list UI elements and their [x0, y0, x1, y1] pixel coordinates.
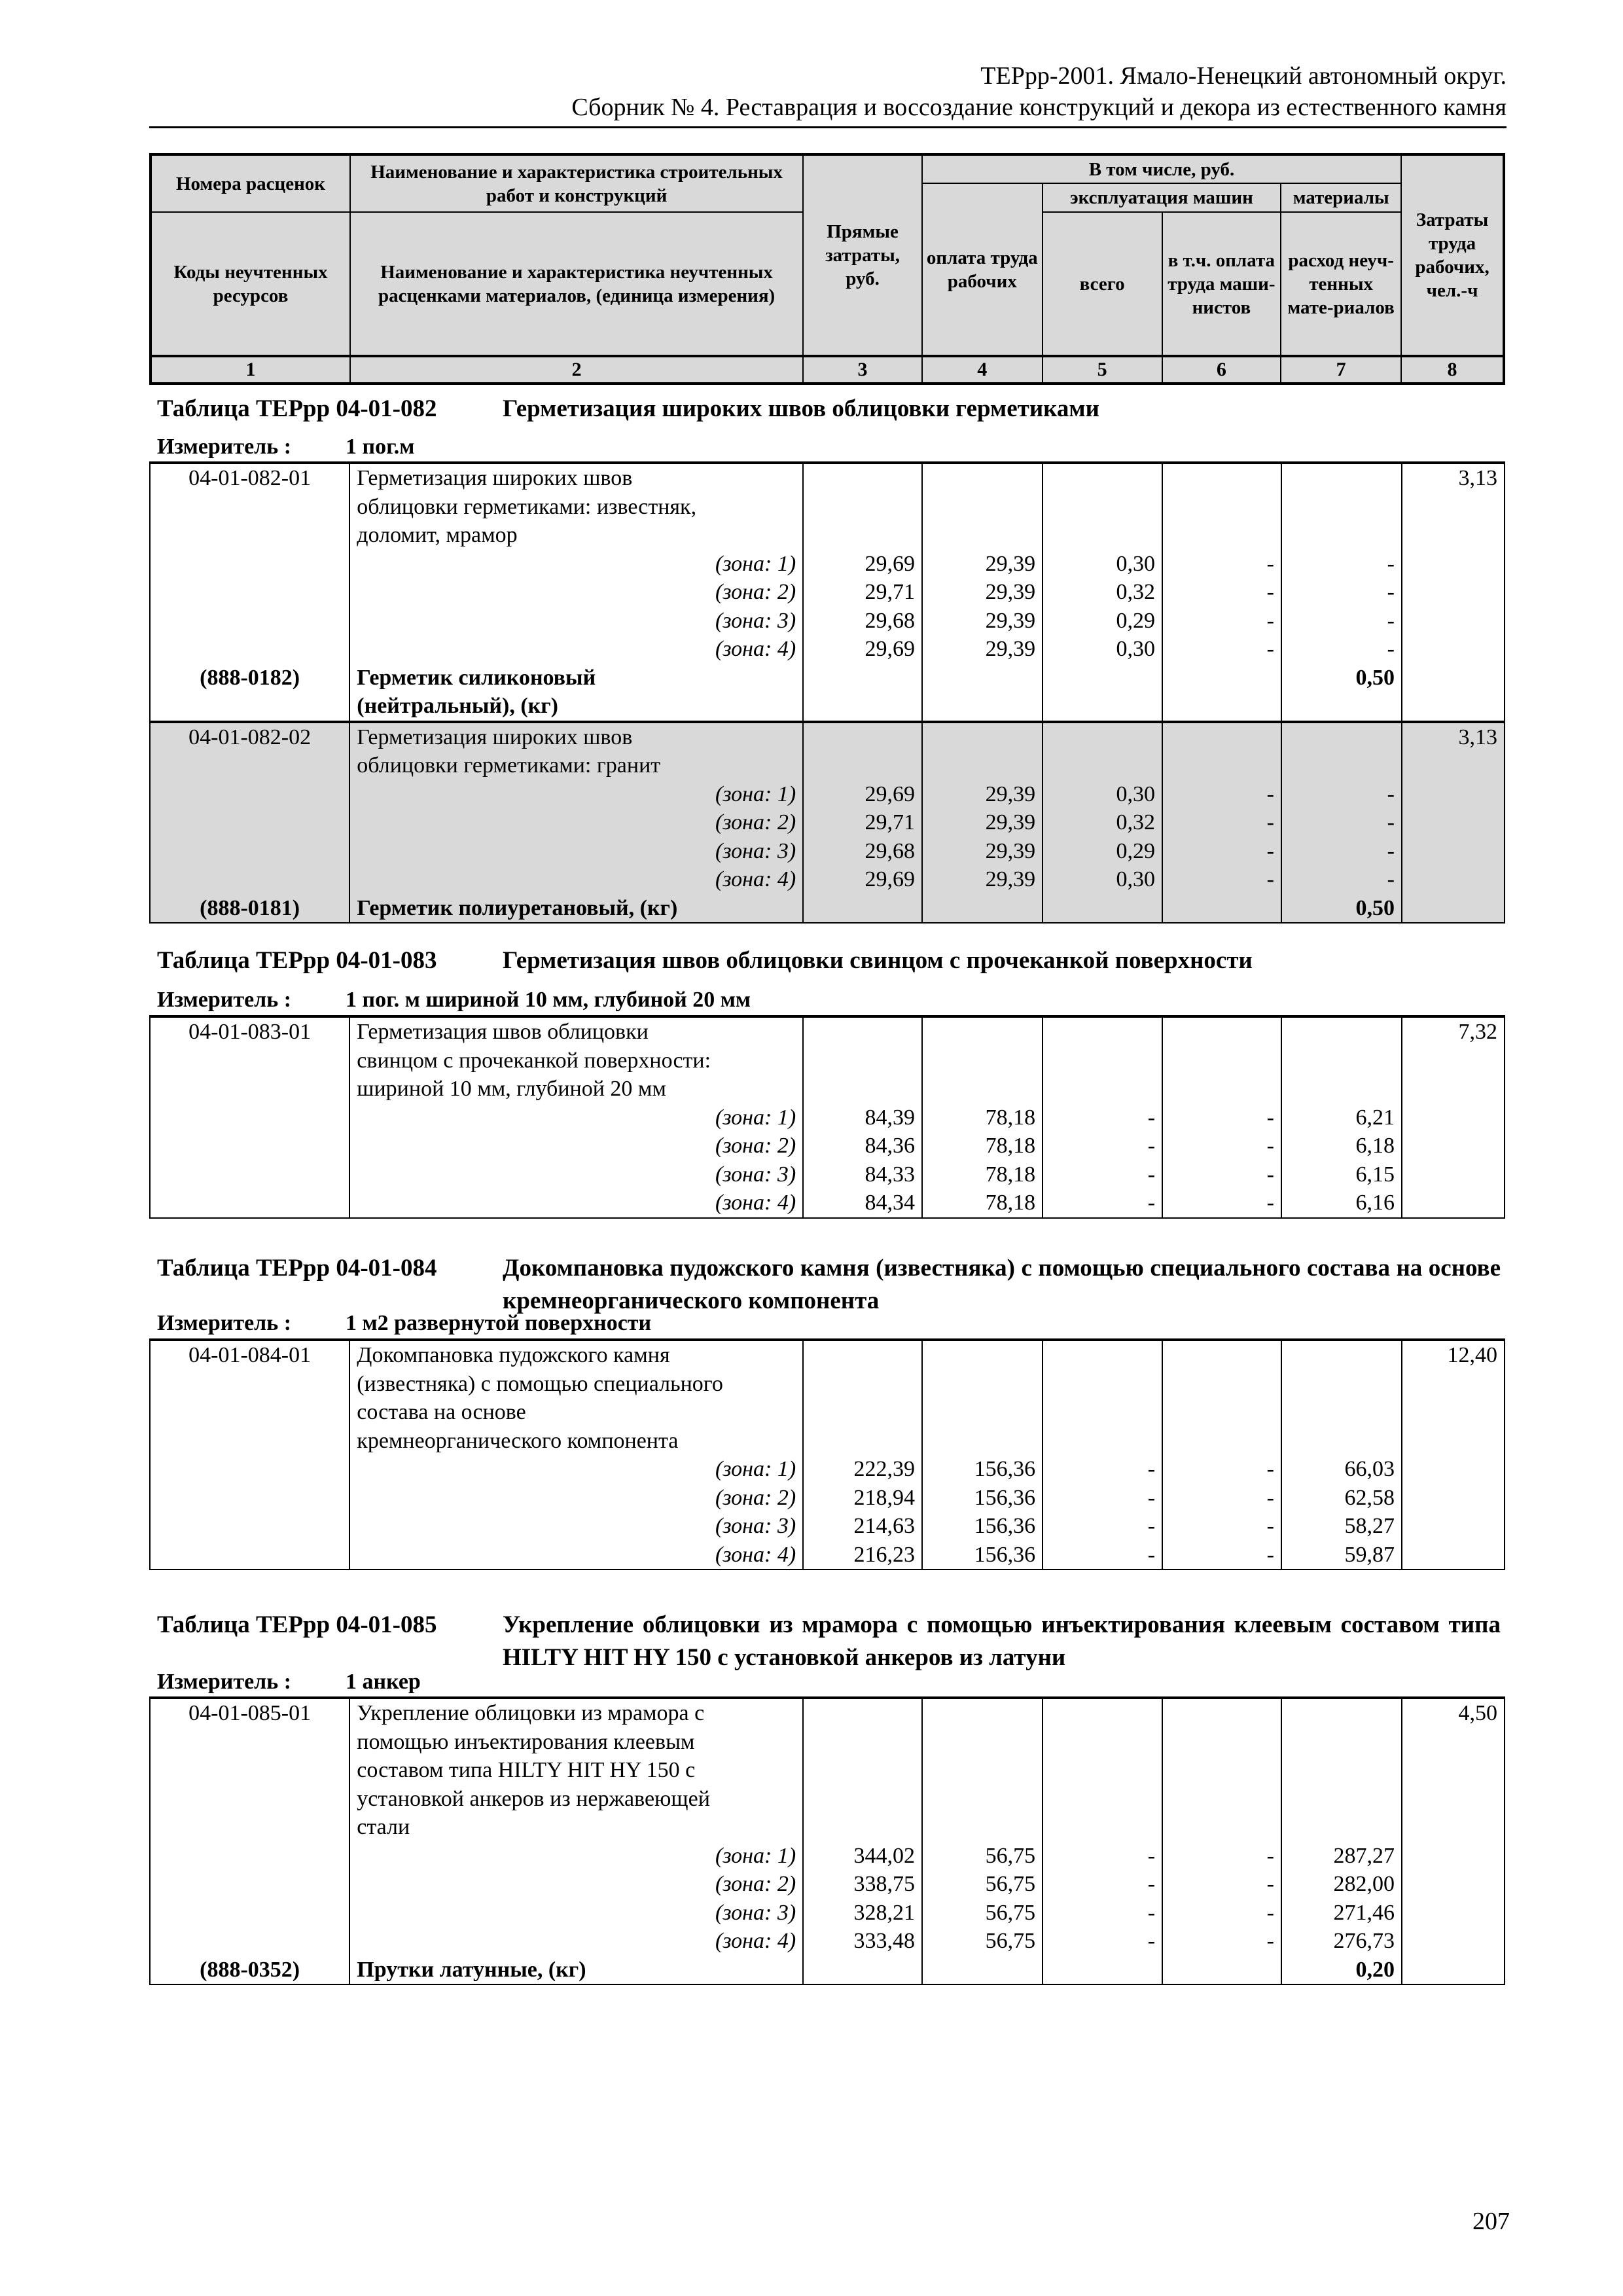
- zone-label: (зона: 3): [349, 1512, 803, 1541]
- direct-cost: 29,69: [803, 635, 922, 664]
- rate-description: облицовки герметиками: известняк,: [349, 493, 803, 522]
- rate-description: Герметизация широких швов: [349, 463, 803, 493]
- labor-cost: 4,50: [1402, 1698, 1505, 1728]
- materials-cost: -: [1281, 780, 1402, 809]
- rate-code: [150, 1398, 349, 1427]
- table-name: Докомпановка пудожского камня (известняка) с помощью специального состава на основе кремнеорганического компонента: [503, 1255, 1501, 1314]
- measure-line: [157, 434, 414, 460]
- materials-cost: -: [1281, 837, 1402, 866]
- running-header: [571, 60, 1507, 123]
- table-name: Герметизация швов облицовки свинцом с прочеканкой поверхности: [503, 947, 1253, 974]
- col5-header: всего: [1043, 212, 1162, 356]
- direct-cost: 84,34: [803, 1189, 922, 1218]
- zone-row: [150, 780, 1505, 809]
- table-row: [150, 1370, 1505, 1399]
- zone-label: (зона: 4): [349, 865, 803, 894]
- materials-cost: 282,00: [1281, 1870, 1402, 1899]
- measure-value: 1 анкер: [346, 1670, 421, 1694]
- zone-label: (зона: 1): [349, 550, 803, 579]
- column-header-table: [149, 153, 1505, 385]
- table-row: [150, 1813, 1505, 1842]
- zone-row: [150, 808, 1505, 837]
- machinist-wages: -: [1162, 1512, 1281, 1541]
- rate-description: Докомпановка пудожского камня: [349, 1340, 803, 1370]
- zone-row: [150, 550, 1505, 579]
- machines-total: 0,30: [1043, 780, 1162, 809]
- worker-wages: 56,75: [922, 1870, 1043, 1899]
- labor-cost: [1402, 1047, 1505, 1075]
- machines-total: -: [1043, 1842, 1162, 1871]
- machines-total: -: [1043, 1484, 1162, 1513]
- rate-code: 04-01-082-02: [150, 722, 349, 752]
- direct-cost: 29,69: [803, 550, 922, 579]
- materials-cost: 59,87: [1281, 1541, 1402, 1570]
- rate-table: [149, 1338, 1505, 1570]
- labor-cost: 12,40: [1402, 1340, 1505, 1370]
- col1-top-header: Номера расценок: [151, 154, 350, 212]
- labor-cost: [1402, 1813, 1505, 1842]
- col-number: 1: [151, 356, 350, 384]
- zone-row: [150, 1899, 1505, 1928]
- resource-amount: 0,50: [1281, 894, 1402, 924]
- materials-cost: 66,03: [1281, 1455, 1402, 1484]
- materials-cost: 62,58: [1281, 1484, 1402, 1513]
- zone-row: [150, 1842, 1505, 1871]
- table-code: Таблица ТЕРрр 04-01-083: [157, 947, 437, 974]
- machines-total: 0,32: [1043, 578, 1162, 607]
- zone-row: [150, 1512, 1505, 1541]
- machines-total: -: [1043, 1899, 1162, 1928]
- machinist-wages: -: [1162, 1927, 1281, 1956]
- worker-wages: 29,39: [922, 808, 1043, 837]
- zone-label: (зона: 4): [349, 1541, 803, 1570]
- zone-row: [150, 1103, 1505, 1132]
- materials-cost: 6,16: [1281, 1189, 1402, 1218]
- direct-cost: 216,23: [803, 1541, 922, 1570]
- labor-cost: [1402, 1785, 1505, 1814]
- rate-code: [150, 1756, 349, 1785]
- rate-code: [150, 1785, 349, 1814]
- rate-code: 04-01-083-01: [150, 1016, 349, 1047]
- worker-wages: 56,75: [922, 1842, 1043, 1871]
- measure-line: [157, 1310, 651, 1336]
- zone-row: [150, 1132, 1505, 1160]
- zone-row: [150, 1455, 1505, 1484]
- machinist-wages: -: [1162, 550, 1281, 579]
- labor-cost: [1402, 1075, 1505, 1103]
- rate-table: [149, 461, 1505, 924]
- machinist-wages: -: [1162, 1189, 1281, 1218]
- header-line-1: ТЕРрр-2001. Ямало-Ненецкий автономный округ.: [980, 62, 1507, 90]
- resource-row: [150, 692, 1505, 722]
- resource-row: [150, 664, 1505, 692]
- labor-cost: 3,13: [1402, 722, 1505, 752]
- table-row: [150, 751, 1505, 780]
- rate-code: [150, 1370, 349, 1399]
- worker-wages: 156,36: [922, 1455, 1043, 1484]
- zone-row: [150, 837, 1505, 866]
- table-row: [150, 722, 1505, 752]
- zone-row: [150, 1870, 1505, 1899]
- labor-cost: [1402, 1756, 1505, 1785]
- col2-top-header: Наименование и характеристика строительных работ и конструкций: [350, 154, 803, 212]
- resource-row: [150, 894, 1505, 924]
- rate-table: [149, 1696, 1505, 1985]
- zone-label: (зона: 2): [349, 808, 803, 837]
- measure-value: 1 м2 развернутой поверхности: [346, 1311, 652, 1335]
- resource-amount: 0,20: [1281, 1956, 1402, 1985]
- materials-cost: 287,27: [1281, 1842, 1402, 1871]
- including-group-header: В том числе, руб.: [922, 154, 1401, 183]
- direct-cost: 344,02: [803, 1842, 922, 1871]
- machinist-wages: -: [1162, 1132, 1281, 1160]
- rate-code: [150, 493, 349, 522]
- col8-header: Затраты труда рабочих, чел.-ч: [1401, 154, 1504, 356]
- rate-table: [149, 1015, 1505, 1219]
- table-title: [157, 944, 1253, 977]
- zone-label: (зона: 3): [349, 837, 803, 866]
- rate-code: 04-01-084-01: [150, 1340, 349, 1370]
- table-row: [150, 1698, 1505, 1728]
- table-row: [150, 1756, 1505, 1785]
- machines-total: 0,29: [1043, 837, 1162, 866]
- worker-wages: 29,39: [922, 837, 1043, 866]
- labor-cost: [1402, 1370, 1505, 1399]
- col-number: 4: [922, 356, 1043, 384]
- table-row: [150, 1398, 1505, 1427]
- direct-cost: 29,69: [803, 865, 922, 894]
- worker-wages: 156,36: [922, 1484, 1043, 1513]
- table-name: Укрепление облицовки из мрамора с помощью инъектирования клеевым составом типа HILTY HIT HY 150 с установкой анкеров из латуни: [503, 1611, 1501, 1671]
- machinist-wages: -: [1162, 1541, 1281, 1570]
- direct-cost: 328,21: [803, 1899, 922, 1928]
- table-row: [150, 1785, 1505, 1814]
- table-code: Таблица ТЕРрр 04-01-082: [157, 395, 437, 422]
- measure-label: Измеритель :: [157, 1311, 292, 1335]
- materials-cost: -: [1281, 808, 1402, 837]
- zone-label: (зона: 2): [349, 1484, 803, 1513]
- col7-header: расход неуч-тенных мате-риалов: [1281, 212, 1401, 356]
- machinist-wages: -: [1162, 635, 1281, 664]
- machines-total: -: [1043, 1927, 1162, 1956]
- zone-label: (зона: 4): [349, 1927, 803, 1956]
- zone-label: (зона: 3): [349, 1160, 803, 1189]
- col-number: 8: [1401, 356, 1504, 384]
- rate-code: [150, 1813, 349, 1842]
- rate-code: [150, 751, 349, 780]
- table-row: [150, 1047, 1505, 1075]
- labor-cost: [1402, 493, 1505, 522]
- measure-line: [157, 1669, 421, 1695]
- measure-label: Измеритель :: [157, 988, 292, 1012]
- labor-cost: [1402, 521, 1505, 550]
- header-line-2: Сборник № 4. Реставрация и воссоздание конструкций и декора из естественного камня: [571, 94, 1507, 121]
- machines-total: -: [1043, 1870, 1162, 1899]
- zone-label: (зона: 4): [349, 1189, 803, 1218]
- zone-label: (зона: 2): [349, 578, 803, 607]
- resource-amount: [1281, 692, 1402, 722]
- materials-cost: 276,73: [1281, 1927, 1402, 1956]
- measure-label: Измеритель :: [157, 1670, 292, 1694]
- machines-group-header: эксплуатация машин: [1043, 183, 1281, 212]
- zone-row: [150, 635, 1505, 664]
- zone-row: [150, 1541, 1505, 1570]
- worker-wages: 78,18: [922, 1103, 1043, 1132]
- direct-cost: 222,39: [803, 1455, 922, 1484]
- rate-code: [150, 1728, 349, 1757]
- rate-description: облицовки герметиками: гранит: [349, 751, 803, 780]
- rate-description: помощью инъектирования клеевым: [349, 1728, 803, 1757]
- rate-code: 04-01-082-01: [150, 463, 349, 493]
- worker-wages: 56,75: [922, 1927, 1043, 1956]
- machinist-wages: -: [1162, 1103, 1281, 1132]
- table-row: [150, 463, 1505, 493]
- col-number: 2: [350, 356, 803, 384]
- table-title: [157, 393, 1099, 425]
- page-number: 207: [1472, 2208, 1510, 2235]
- materials-cost: -: [1281, 635, 1402, 664]
- rate-description: доломит, мрамор: [349, 521, 803, 550]
- rate-code: [150, 1047, 349, 1075]
- col-number: 6: [1162, 356, 1281, 384]
- resource-amount: 0,50: [1281, 664, 1402, 692]
- machinist-wages: -: [1162, 578, 1281, 607]
- machinist-wages: -: [1162, 808, 1281, 837]
- rate-description: установкой анкеров из нержавеющей: [349, 1785, 803, 1814]
- zone-row: [150, 1160, 1505, 1189]
- direct-cost: 29,71: [803, 808, 922, 837]
- table-row: [150, 493, 1505, 522]
- col-number: 5: [1043, 356, 1162, 384]
- table-code: Таблица ТЕРрр 04-01-085: [157, 1611, 437, 1638]
- resource-code: (888-0352): [150, 1956, 349, 1985]
- col4-header: оплата труда рабочих: [922, 183, 1043, 356]
- direct-cost: 333,48: [803, 1927, 922, 1956]
- table-row: [150, 1728, 1505, 1757]
- machines-total: -: [1043, 1455, 1162, 1484]
- rate-code: [150, 1427, 349, 1456]
- materials-cost: 6,18: [1281, 1132, 1402, 1160]
- materials-cost: -: [1281, 578, 1402, 607]
- direct-cost: 84,36: [803, 1132, 922, 1160]
- rate-description: шириной 10 мм, глубиной 20 мм: [349, 1075, 803, 1103]
- worker-wages: 156,36: [922, 1512, 1043, 1541]
- zone-row: [150, 607, 1505, 636]
- worker-wages: 56,75: [922, 1899, 1043, 1928]
- zone-label: (зона: 2): [349, 1870, 803, 1899]
- rate-description: свинцом с прочеканкой поверхности:: [349, 1047, 803, 1075]
- rate-description: состава на основе: [349, 1398, 803, 1427]
- resource-name: Прутки латунные, (кг): [349, 1956, 803, 1985]
- machinist-wages: -: [1162, 780, 1281, 809]
- worker-wages: 29,39: [922, 865, 1043, 894]
- machines-total: 0,30: [1043, 550, 1162, 579]
- direct-cost: 29,69: [803, 780, 922, 809]
- labor-cost: 7,32: [1402, 1016, 1505, 1047]
- resource-code: (888-0181): [150, 894, 349, 924]
- zone-label: (зона: 2): [349, 1132, 803, 1160]
- machines-total: -: [1043, 1132, 1162, 1160]
- zone-row: [150, 1927, 1505, 1956]
- worker-wages: 29,39: [922, 578, 1043, 607]
- measure-value: 1 пог. м шириной 10 мм, глубиной 20 мм: [346, 988, 751, 1012]
- zone-label: (зона: 3): [349, 607, 803, 636]
- resource-name: Герметик полиуретановый, (кг): [349, 894, 803, 924]
- col3-header: Прямые затраты, руб.: [803, 154, 922, 356]
- labor-cost: [1402, 1728, 1505, 1757]
- worker-wages: 156,36: [922, 1541, 1043, 1570]
- labor-cost: [1402, 751, 1505, 780]
- machines-total: -: [1043, 1512, 1162, 1541]
- worker-wages: 29,39: [922, 635, 1043, 664]
- rate-description: кремнеорганического компонента: [349, 1427, 803, 1456]
- resource-code: (888-0182): [150, 664, 349, 692]
- measure-line: [157, 987, 751, 1013]
- rate-description: стали: [349, 1813, 803, 1842]
- machines-total: 0,30: [1043, 865, 1162, 894]
- table-title: [157, 1609, 1505, 1674]
- machinist-wages: -: [1162, 607, 1281, 636]
- labor-cost: [1402, 1398, 1505, 1427]
- table-row: [150, 1427, 1505, 1456]
- table-title: [157, 1252, 1505, 1318]
- rate-description: составом типа HILTY HIT HY 150 с: [349, 1756, 803, 1785]
- direct-cost: 214,63: [803, 1512, 922, 1541]
- table-name: Герметизация широких швов облицовки герметиками: [503, 395, 1099, 422]
- worker-wages: 29,39: [922, 607, 1043, 636]
- direct-cost: 338,75: [803, 1870, 922, 1899]
- worker-wages: 29,39: [922, 550, 1043, 579]
- worker-wages: 78,18: [922, 1132, 1043, 1160]
- table-row: [150, 1075, 1505, 1103]
- worker-wages: 78,18: [922, 1189, 1043, 1218]
- machines-total: 0,30: [1043, 635, 1162, 664]
- zone-label: (зона: 1): [349, 1842, 803, 1871]
- table-row: [150, 1016, 1505, 1047]
- resource-name: Герметик силиконовый: [349, 664, 803, 692]
- labor-cost: 3,13: [1402, 463, 1505, 493]
- table-row: [150, 1340, 1505, 1370]
- machines-total: 0,32: [1043, 808, 1162, 837]
- direct-cost: 84,39: [803, 1103, 922, 1132]
- worker-wages: 29,39: [922, 780, 1043, 809]
- direct-cost: 29,71: [803, 578, 922, 607]
- rate-description: Укрепление облицовки из мрамора с: [349, 1698, 803, 1728]
- machines-total: 0,29: [1043, 607, 1162, 636]
- machinist-wages: -: [1162, 1899, 1281, 1928]
- worker-wages: 78,18: [922, 1160, 1043, 1189]
- labor-cost: [1402, 1427, 1505, 1456]
- rate-description: Герметизация швов облицовки: [349, 1016, 803, 1047]
- rate-description: Герметизация широких швов: [349, 722, 803, 752]
- materials-cost: -: [1281, 550, 1402, 579]
- col6-header: в т.ч. оплата труда маши-нистов: [1162, 212, 1281, 356]
- col-number: 7: [1281, 356, 1401, 384]
- resource-name: (нейтральный), (кг): [349, 692, 803, 722]
- col-number: 3: [803, 356, 922, 384]
- table-row: [150, 521, 1505, 550]
- direct-cost: 218,94: [803, 1484, 922, 1513]
- measure-label: Измеритель :: [157, 435, 292, 459]
- zone-row: [150, 1189, 1505, 1218]
- materials-cost: 6,15: [1281, 1160, 1402, 1189]
- direct-cost: 29,68: [803, 607, 922, 636]
- machinist-wages: -: [1162, 865, 1281, 894]
- table-code: Таблица ТЕРрр 04-01-084: [157, 1255, 437, 1282]
- zone-label: (зона: 4): [349, 635, 803, 664]
- resource-code: [150, 692, 349, 722]
- rate-code: [150, 521, 349, 550]
- measure-value: 1 пог.м: [346, 435, 415, 459]
- zone-label: (зона: 1): [349, 1103, 803, 1132]
- machinist-wages: -: [1162, 1455, 1281, 1484]
- header-rule: [149, 126, 1507, 128]
- materials-cost: 271,46: [1281, 1899, 1402, 1928]
- direct-cost: 29,68: [803, 837, 922, 866]
- zone-label: (зона: 3): [349, 1899, 803, 1928]
- zone-label: (зона: 1): [349, 1455, 803, 1484]
- zone-row: [150, 1484, 1505, 1513]
- machinist-wages: -: [1162, 837, 1281, 866]
- machines-total: -: [1043, 1103, 1162, 1132]
- machinist-wages: -: [1162, 1842, 1281, 1871]
- machines-total: -: [1043, 1189, 1162, 1218]
- col1-bottom-header: Коды неучтенных ресурсов: [151, 212, 350, 356]
- machines-total: -: [1043, 1541, 1162, 1570]
- rate-code: [150, 1075, 349, 1103]
- resource-row: [150, 1956, 1505, 1985]
- zone-row: [150, 578, 1505, 607]
- rate-description: (известняка) с помощью специального: [349, 1370, 803, 1399]
- zone-row: [150, 865, 1505, 894]
- materials-cost: 58,27: [1281, 1512, 1402, 1541]
- machinist-wages: -: [1162, 1160, 1281, 1189]
- materials-cost: -: [1281, 865, 1402, 894]
- zone-label: (зона: 1): [349, 780, 803, 809]
- machinist-wages: -: [1162, 1484, 1281, 1513]
- rate-code: 04-01-085-01: [150, 1698, 349, 1728]
- materials-group-header: материалы: [1281, 183, 1401, 212]
- machines-total: -: [1043, 1160, 1162, 1189]
- materials-cost: -: [1281, 607, 1402, 636]
- col2-bottom-header: Наименование и характеристика неучтенных расценками материалов, (единица измерения): [350, 212, 803, 356]
- direct-cost: 84,33: [803, 1160, 922, 1189]
- machinist-wages: -: [1162, 1870, 1281, 1899]
- materials-cost: 6,21: [1281, 1103, 1402, 1132]
